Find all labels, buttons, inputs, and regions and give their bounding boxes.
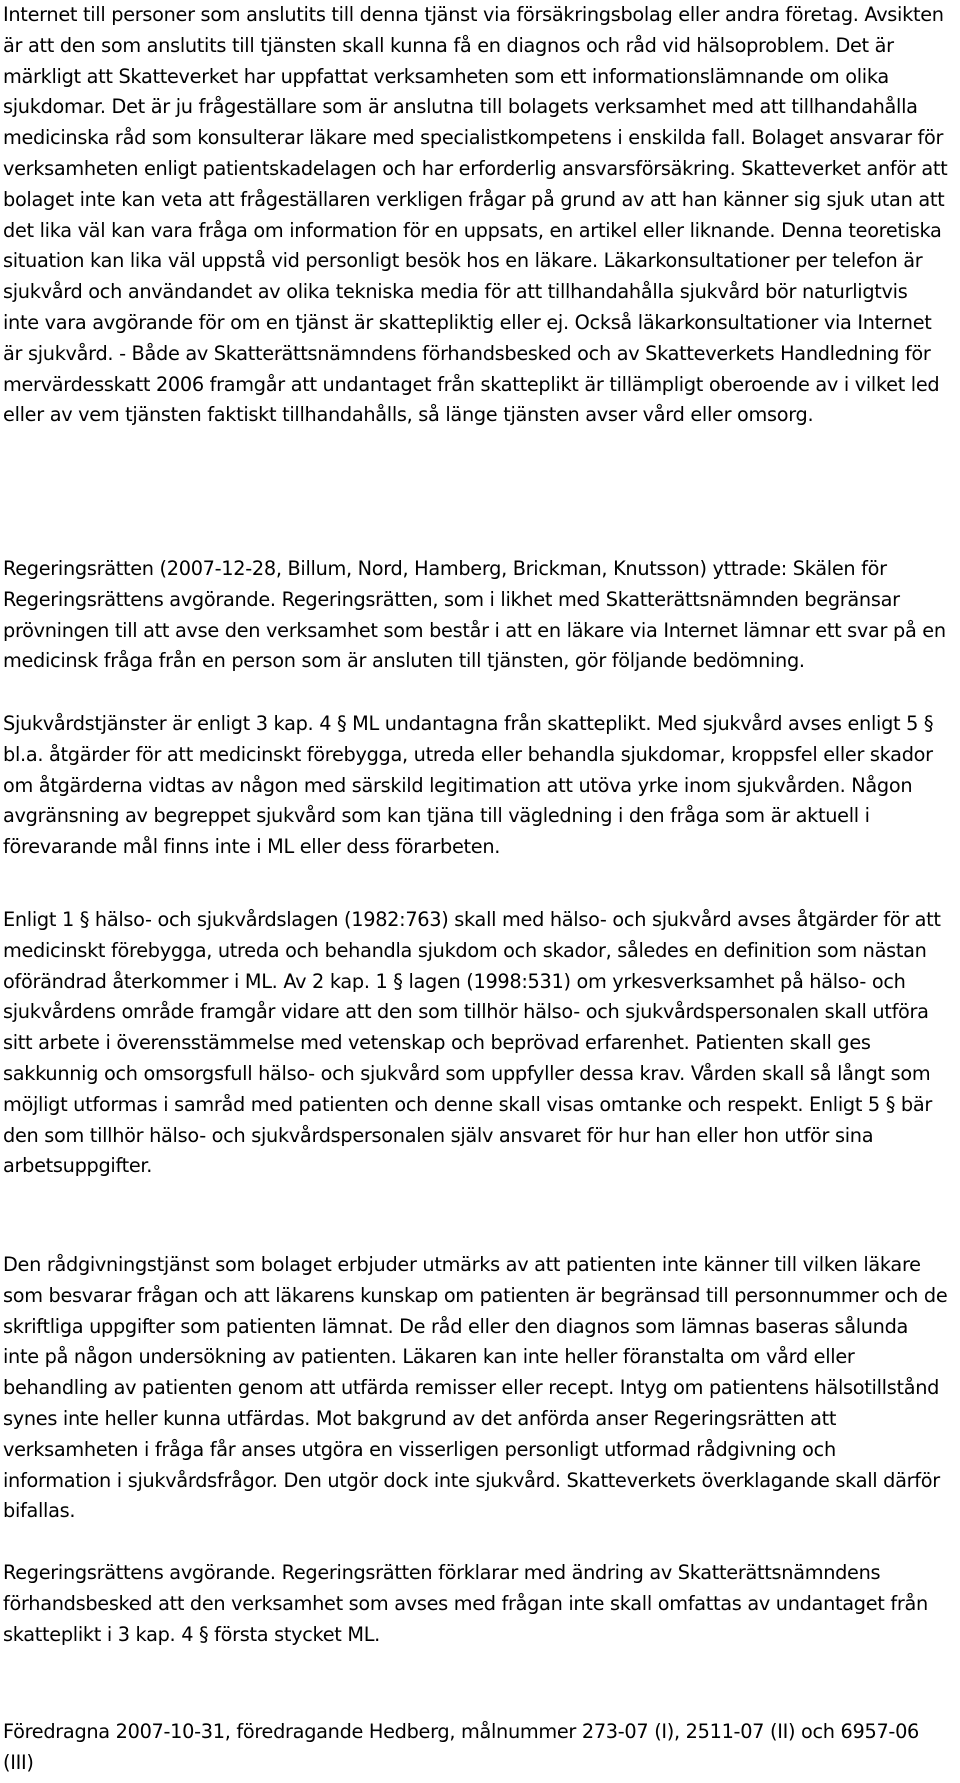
paragraph-court-statement: Regeringsrätten (2007-12-28, Billum, Nord, Hamberg, Brickman, Knutsson) yttrade: Skälen för Regeringsrättens avgörande. Regeringsrätten, som i likhet med Skatterättsnämnden begränsar prövningen till att avse den verksamhet som består i att en läkare via Internet lämnar ett svar på en medicinsk fråga från en person som är ansluten till tjänsten, gör följande bedömning. [3,557,946,673]
paragraph-company-argument: Internet till personer som anslutits till denna tjänst via försäkringsbolag eller andra företag. Avsikten är att den som anslutits till tjänsten skall kunna få en diagnos och råd vid hälsoproblem. Det är märkligt att Skatteverket har uppfattat verksamheten som ett informationslämnande om olika sjukdomar. Det är ju frågeställare som är anslutna till bolagets verksamhet med att tillhandahålla medicinska råd som konsulterar läkare med specialistkompetens i enskilda fall. Bolaget ansvarar för verksamheten enligt patientskadelagen och har erforderlig ansvarsförsäkring. Skatteverket anför att bolaget inte kan veta att frågeställaren verkligen frågar på grund av att han känner sig sjuk utan att det lika väl kan vara fråga om information för en uppsats, en artikel eller liknande. Denna teoretiska situation kan lika väl uppstå vid personligt besök hos en läkare. Läkarkonsultationer per telefon är sjukvård och användandet av olika tekniska media för att tillhandahålla sjukvård bör naturligtvis inte vara avgörande för om en tjänst är skattepliktig eller ej. Också läkarkonsultationer via Internet är sjukvård. - Både av Skatterättsnämndens förhandsbesked och av Skatteverkets Handledning för mervärdesskatt 2006 framgår att undantaget från skatteplikt är tillämpligt oberoende av i vilket led eller av vem tjänsten faktiskt tillhandahålls, så länge tjänsten avser vård eller omsorg. [3,3,948,427]
paragraph-decision: Regeringsrättens avgörande. Regeringsrätten förklarar med ändring av Skatterättsnämndens förhandsbesked att den verksamhet som avses med frågan inte skall omfattas av undantaget från skatteplikt i 3 kap. 4 § första stycket ML. [3,1561,928,1646]
paragraph-healthcare-services: Sjukvårdstjänster är enligt 3 kap. 4 § ML undantagna från skatteplikt. Med sjukvård avses enligt 5 § bl.a. åtgärder för att medicinskt förebygga, utreda eller behandla sjukdomar, kroppsfel eller skador om åtgärderna vidtas av någon med särskild legitimation att utöva yrke inom sjukvården. Någon avgränsning av begreppet sjukvård som kan tjäna till vägledning i den fråga som är aktuell i förevarande mål finns inte i ML eller dess förarbeten. [3,712,934,859]
paragraph-advisory-service: Den rådgivningstjänst som bolaget erbjuder utmärks av att patienten inte känner till vilken läkare som besvarar frågan och att läkarens kunskap om patienten är begränsad till personnummer och de skriftliga uppgifter som patienten lämnat. De råd eller den diagnos som lämnas baseras sålunda inte på någon undersökning av patienten. Läkaren kan inte heller föranstalta om vård eller behandling av patienten genom att utfärda remisser eller recept. Intyg om patientens hälsotillstånd synes inte heller kunna utfärdas. Mot bakgrund av det anförda anser Regeringsrätten att verksamheten i fråga får anses utgöra en visserligen personligt utformad rådgivning och information i sjukvårdsfrågor. Den utgör dock inte sjukvård. Skatteverkets överklagande skall därför bifallas. [3,1253,948,1523]
paragraph-case-reference: Föredragna 2007-10-31, föredragande Hedberg, målnummer 273-07 (I), 2511-07 (II) och 6957-06 (III) [3,1720,920,1774]
paragraph-health-law: Enligt 1 § hälso- och sjukvårdslagen (1982:763) skall med hälso- och sjukvård avses åtgärder för att medicinskt förebygga, utreda och behandla sjukdom och skador, således en definition som nästan oförändrad återkommer i ML. Av 2 kap. 1 § lagen (1998:531) om yrkesverksamhet på hälso- och sjukvårdens område framgår vidare att den som tillhör hälso- och sjukvårdspersonalen skall utföra sitt arbete i överensstämmelse med vetenskap och beprövad erfarenhet. Patienten skall ges sakkunnig och omsorgsfull hälso- och sjukvård som uppfyller dessa krav. Vården skall så långt som möjligt utformas i samråd med patienten och denne skall visas omtanke och respekt. Enligt 5 § bär den som tillhör hälso- och sjukvårdspersonalen själv ansvaret för hur han eller hon utför sina arbetsuppgifter. [3,908,941,1178]
